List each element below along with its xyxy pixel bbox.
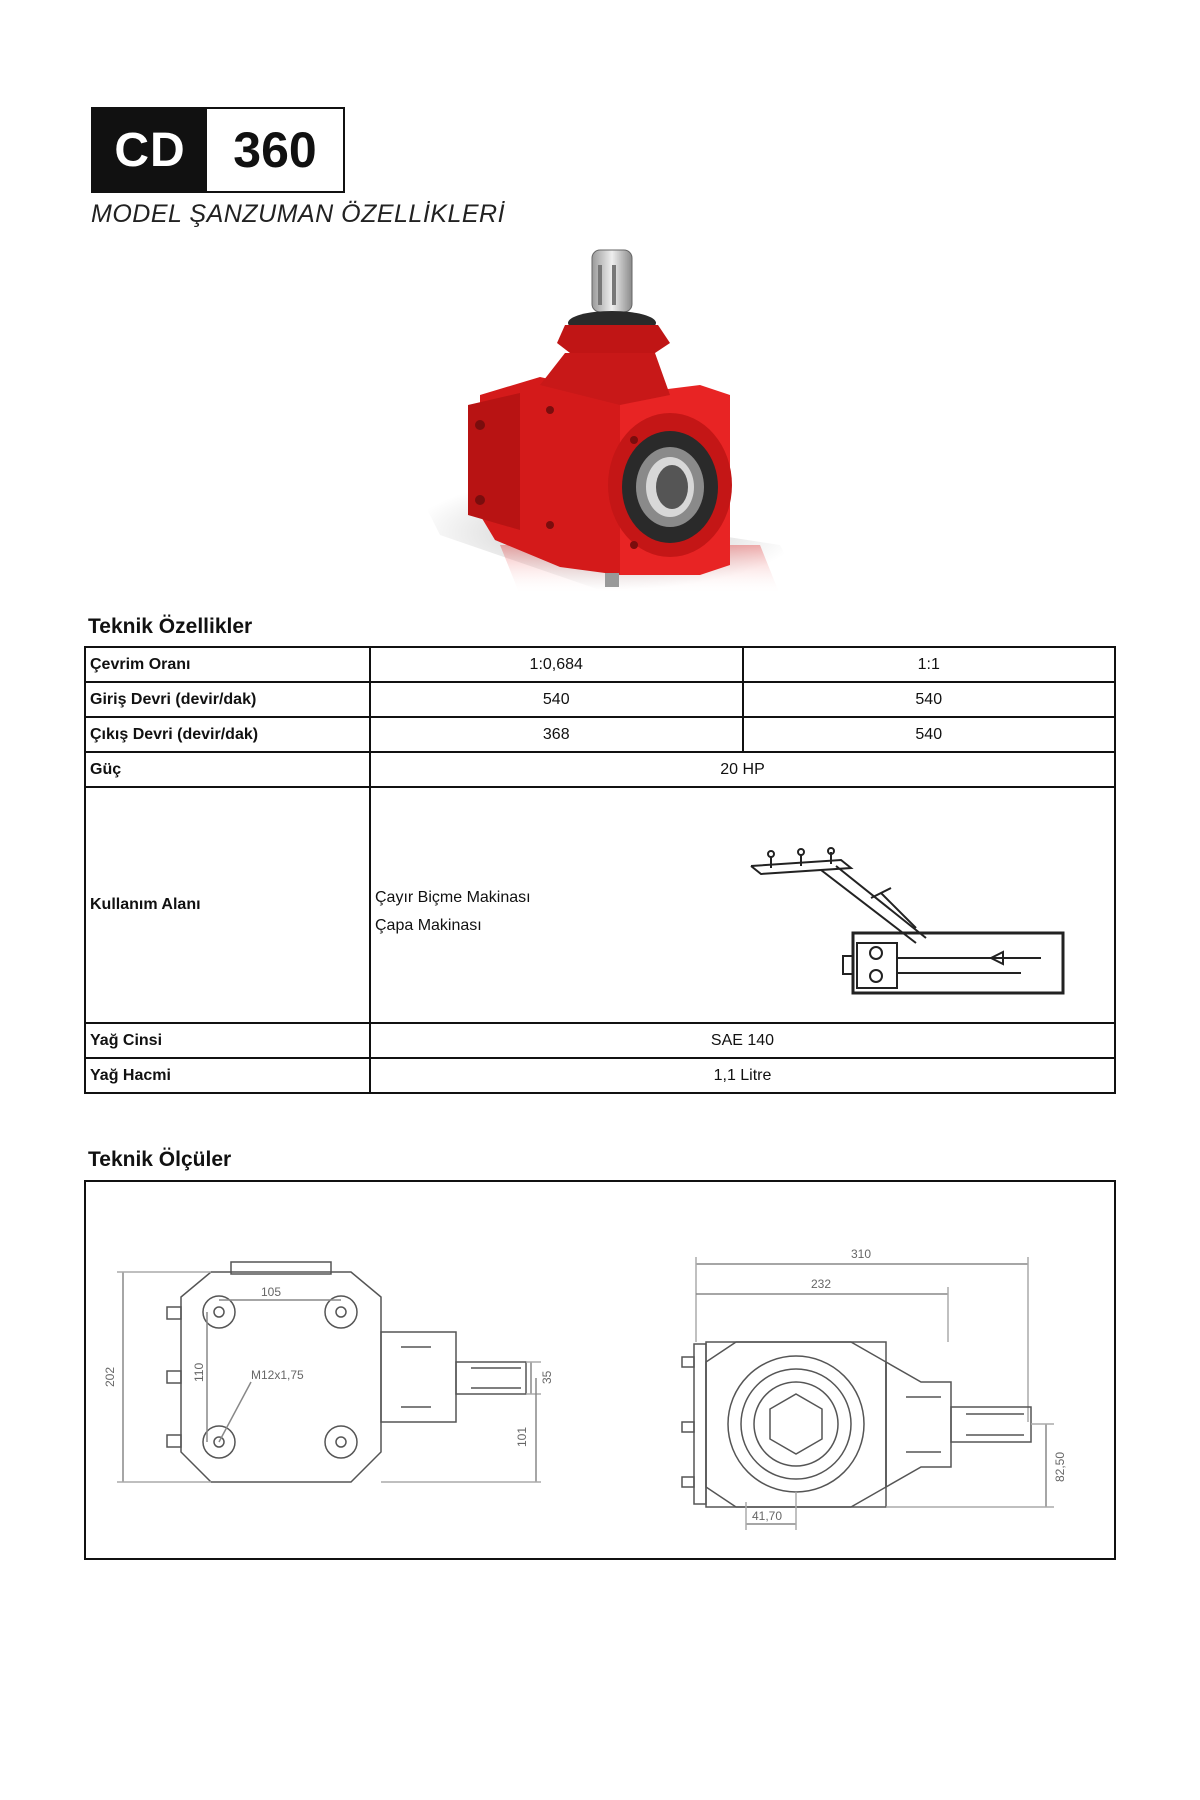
dim-232: 232: [811, 1277, 832, 1291]
row-label: Yağ Hacmi: [85, 1058, 370, 1093]
output-speed-value-2: 540: [743, 717, 1116, 752]
dimensions-panel: [84, 1180, 1116, 1560]
dim-310: 310: [851, 1247, 872, 1261]
model-badge: [91, 107, 345, 193]
row-label: Çıkış Devri (devir/dak): [85, 717, 370, 752]
usage-text: [375, 884, 531, 940]
ratio-value-1: 1:0,684: [370, 647, 743, 682]
usage-line-1: Çayır Biçme Makinası: [375, 889, 531, 906]
model-number: 360: [233, 122, 317, 178]
dim-202: 202: [103, 1366, 117, 1387]
row-label: Giriş Devri (devir/dak): [85, 682, 370, 717]
dim-110: 110: [192, 1362, 206, 1382]
table-row: [85, 1023, 1115, 1058]
oil-volume-value: 1,1 Litre: [370, 1058, 1115, 1093]
row-label: Çevrim Oranı: [85, 647, 370, 682]
row-label: Kullanım Alanı: [85, 787, 370, 1023]
spec-table: [84, 646, 1116, 1094]
table-row: [85, 682, 1115, 717]
spec-section-title: Teknik Özellikler: [88, 615, 253, 638]
oil-type-value: SAE 140: [370, 1023, 1115, 1058]
top-view-drawing: [103, 1252, 581, 1512]
page-subtitle: MODEL ŞANZUMAN ÖZELLİKLERİ: [91, 200, 506, 228]
table-row: [85, 1058, 1115, 1093]
table-row: [85, 717, 1115, 752]
dim-82-50: 82,50: [1053, 1451, 1067, 1482]
dimensions-section-title: Teknik Ölçüler: [88, 1148, 232, 1171]
table-row: [85, 752, 1115, 787]
table-row: [85, 787, 1115, 1023]
power-value: 20 HP: [370, 752, 1115, 787]
input-speed-value-1: 540: [370, 682, 743, 717]
model-code: CD: [93, 109, 207, 191]
front-view-drawing: [676, 1232, 1096, 1532]
mower-drawing: [741, 848, 1071, 998]
usage-cell: [370, 787, 1115, 1023]
dim-35: 35: [540, 1370, 554, 1384]
gearbox-product-image: [400, 245, 820, 610]
ratio-value-2: 1:1: [743, 647, 1116, 682]
output-speed-value-1: 368: [370, 717, 743, 752]
dim-101: 101: [515, 1426, 529, 1447]
dim-41-70: 41,70: [752, 1509, 783, 1523]
row-label: Güç: [85, 752, 370, 787]
input-speed-value-2: 540: [743, 682, 1116, 717]
row-label: Yağ Cinsi: [85, 1023, 370, 1058]
dim-105: 105: [261, 1285, 282, 1299]
table-row: [85, 647, 1115, 682]
dim-thread: M12x1,75: [251, 1368, 304, 1382]
usage-line-2: Çapa Makinası: [375, 917, 482, 934]
